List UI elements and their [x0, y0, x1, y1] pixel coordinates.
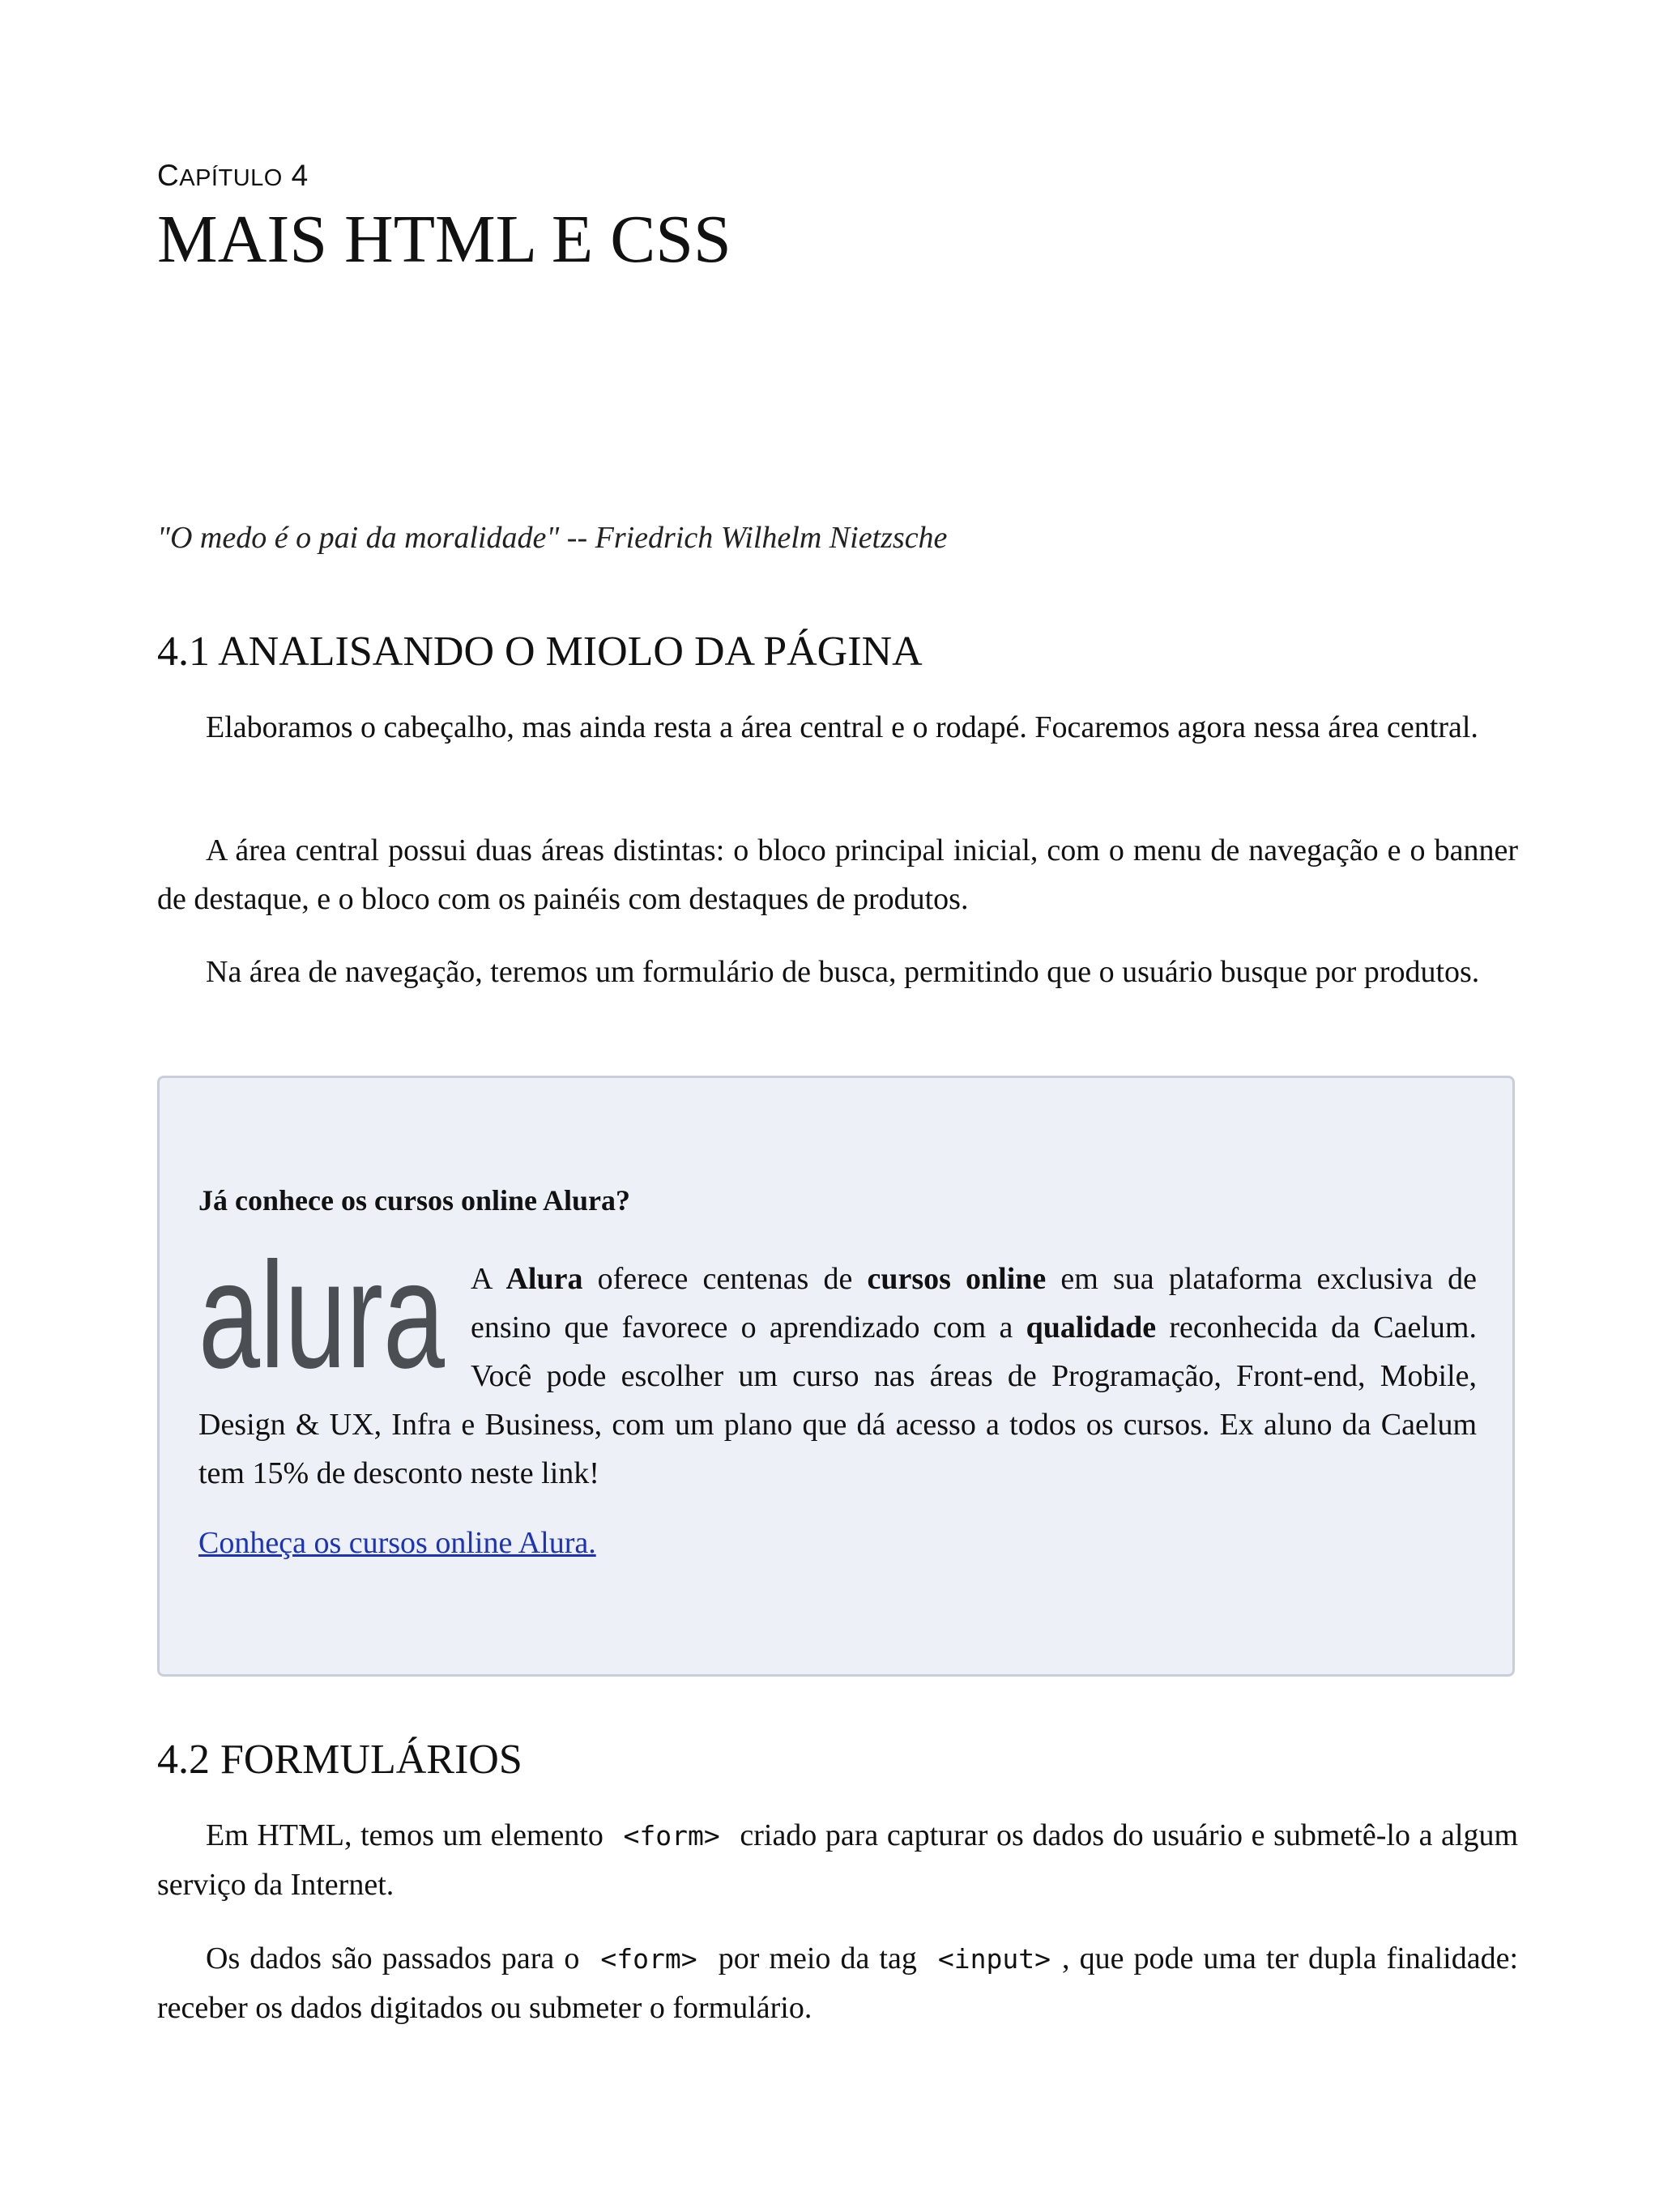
input-text-b: por meio da tag [718, 1941, 917, 1975]
paragraph-form-element [157, 1811, 1518, 1909]
section-title-4-1: 4.1 ANALISANDO O MIOLO DA PÁGINA [157, 629, 923, 675]
form-text-a: Em HTML, temos um elemento [206, 1818, 603, 1852]
alura-logo [198, 1258, 446, 1379]
alura-courses-link[interactable]: Conheça os cursos online Alura. [198, 1526, 596, 1560]
callout-text-4: reconhecida da Caelum. Você pode escolher um curso nas áreas de Programação, Front-end, Mobile, Design & UX, Infra e Business, com um plano que dá acesso a todos os cursos. Ex aluno da Caelum tem 15% de desconto neste link! [198, 1311, 1477, 1490]
form-tag-code-2: <form> [600, 1943, 697, 1975]
chapter-label-initial: C [157, 159, 180, 192]
callout-bold-qualidade: qualidade [1026, 1311, 1157, 1345]
paragraph-intro: Elaboramos o cabeçalho, mas ainda resta a área central e o rodapé. Focaremos agora nessa área central. [206, 710, 1478, 744]
callout-text-1: A [471, 1262, 506, 1296]
epigraph-quote: "O medo é o pai da moralidade" -- Friedrich Wilhelm Nietzsche [157, 521, 948, 555]
callout-bold-cursos: cursos online [867, 1262, 1047, 1296]
chapter-title: MAIS HTML E CSS [157, 202, 731, 277]
paragraph-navigation: Na área de navegação, teremos um formulário de busca, permitindo que o usuário busque por produtos. [206, 955, 1480, 989]
chapter-label [157, 160, 309, 190]
callout-text-2: oferece centenas de [582, 1262, 868, 1296]
form-text-b: criado para capturar os dados do usuário e submetê-lo a algum serviço da Internet. [157, 1818, 1519, 1902]
input-tag-code: <input> [937, 1943, 1051, 1975]
alura-logo-text: alura [198, 1258, 446, 1379]
callout-text-3: em sua plataforma exclusiva de ensino que favorece o aprendizado com a [471, 1262, 1477, 1345]
form-tag-code: <form> [623, 1820, 720, 1852]
input-text-c: , que pode uma ter dupla finalidade: receber os dados digitados ou submeter o formulário. [157, 1941, 1519, 2025]
callout-bold-alura: Alura [505, 1262, 583, 1296]
callout-body [198, 1255, 1477, 1498]
input-text-a: Os dados são passados para o [206, 1941, 580, 1975]
callout-heading: Já conhece os cursos online Alura? [198, 1184, 631, 1217]
alura-callout-box [157, 1076, 1515, 1677]
chapter-number: 4 [291, 159, 309, 192]
paragraph-central-area: A área central possui duas áreas distintas: o bloco principal inicial, com o menu de navegação e o banner de destaque, e o bloco com os painéis com destaques de produtos. [157, 833, 1518, 916]
chapter-label-smallcaps: APÍTULO [179, 165, 283, 191]
section-title-4-2: 4.2 FORMULÁRIOS [157, 1737, 522, 1783]
paragraph-input-tag [157, 1934, 1518, 2032]
